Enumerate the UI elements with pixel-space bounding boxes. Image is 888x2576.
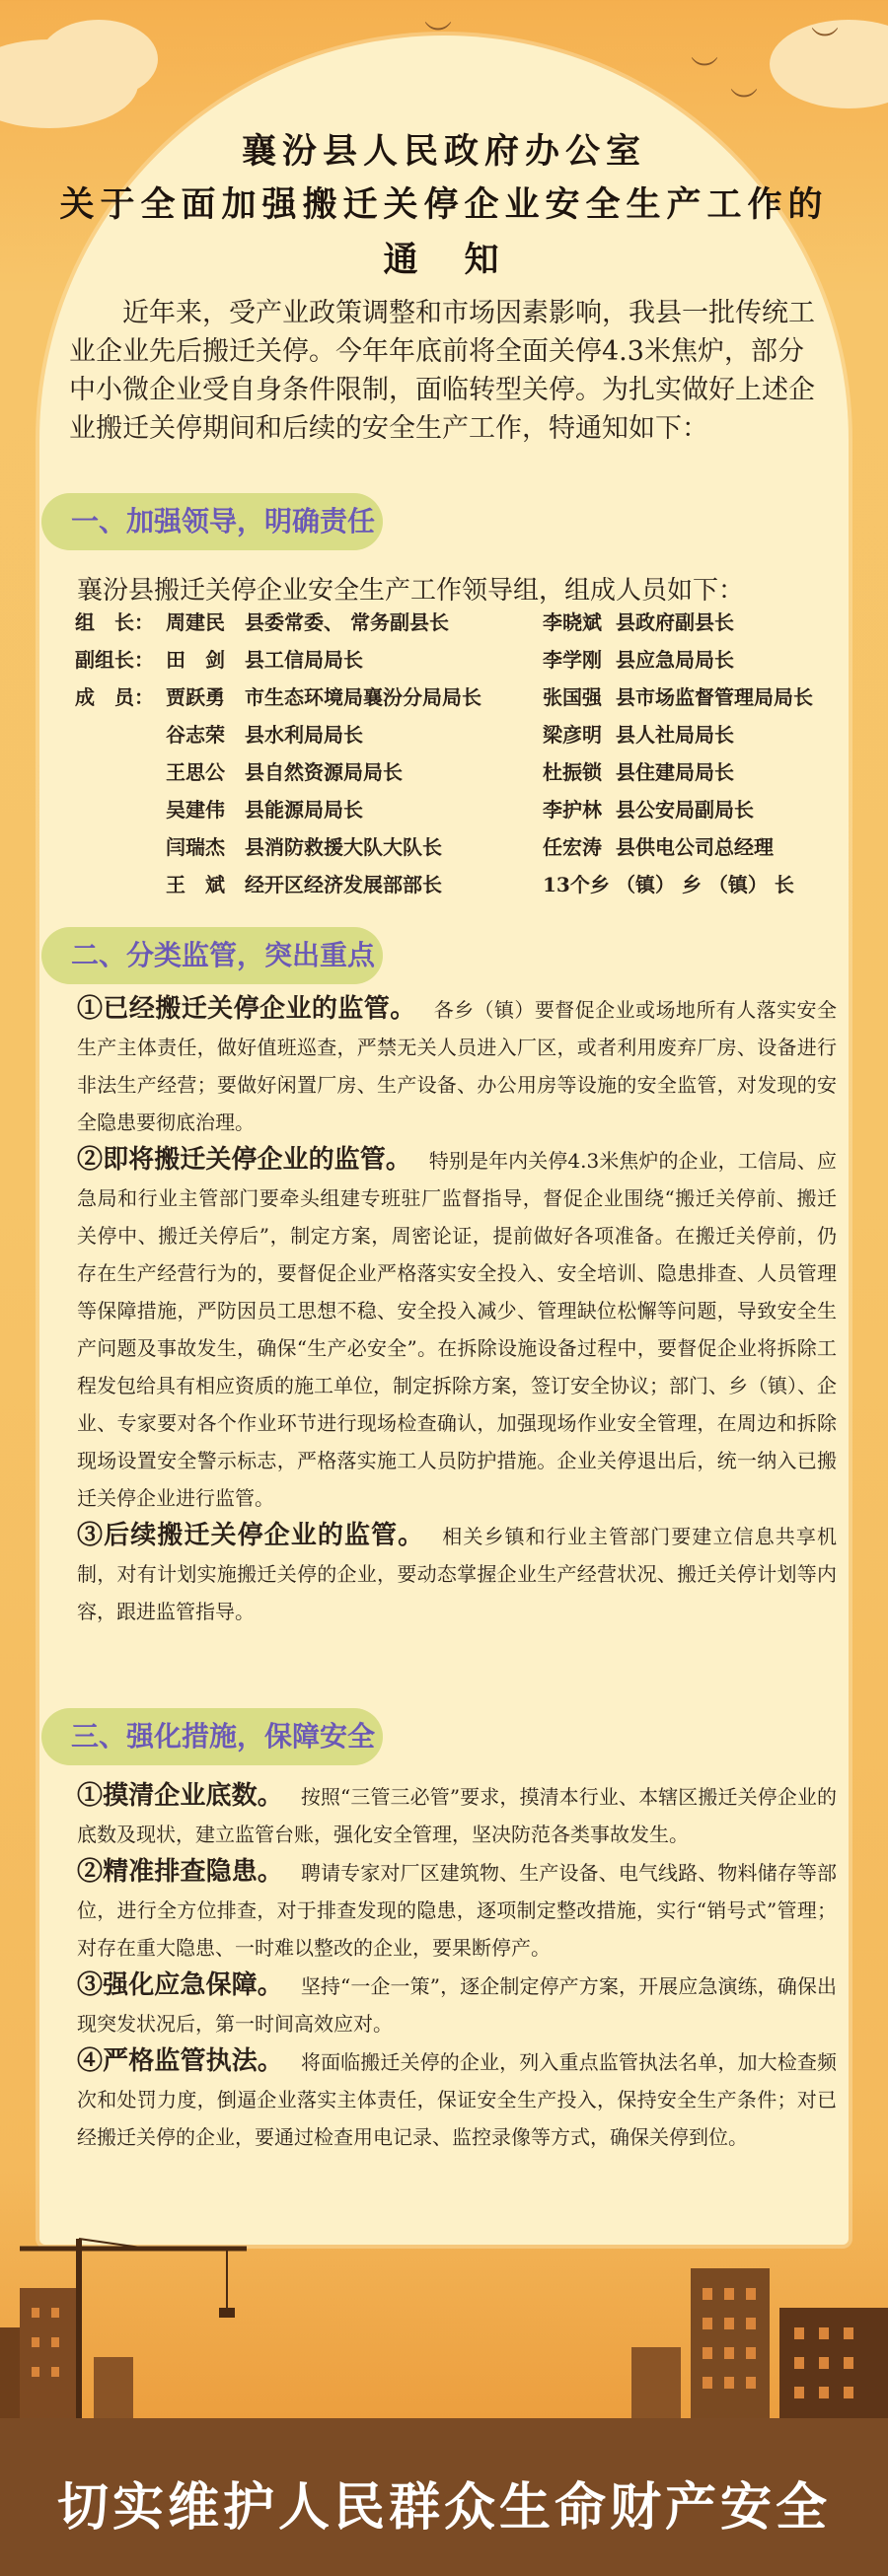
roster-name: 王 斌 xyxy=(166,873,225,896)
item-lead: ①摸清企业底数。 xyxy=(77,1781,283,1811)
roster-post: 县消防救援大队大队长 xyxy=(245,835,442,859)
roster-name-2: 梁彦明 xyxy=(543,723,602,747)
section3-item xyxy=(77,1967,837,2042)
roster-post-2: 县住建局局长 xyxy=(616,760,734,784)
roster-post: 县能源局局长 xyxy=(245,798,363,822)
section3-items xyxy=(77,1777,837,2156)
roster-name: 贾跃勇 xyxy=(166,685,225,709)
roster-post-2: 县市场监督管理局局长 xyxy=(616,685,813,709)
section2-item xyxy=(77,1141,837,1517)
item-lead: ②即将搬迁关停企业的监管。 xyxy=(77,1145,411,1175)
item-lead: ①已经搬迁关停企业的监管。 xyxy=(77,994,416,1024)
roster-name: 闫瑞杰 xyxy=(166,835,225,859)
roster-post: 县委常委、 常务副县长 xyxy=(245,610,449,634)
page-title-line2: 关于全面加强搬迁关停企业安全生产工作的 xyxy=(59,184,829,225)
roster-post-2: 县人社局局长 xyxy=(616,723,734,747)
roster-name: 王思公 xyxy=(166,760,225,784)
intro-paragraph xyxy=(69,294,819,448)
bird-icon: ︶ xyxy=(811,25,840,57)
section2-item xyxy=(77,990,837,1141)
roster-post: 县工信局局长 xyxy=(245,648,363,672)
bird-icon: ︶ xyxy=(730,86,759,118)
roster-post: 经开区经济发展部部长 xyxy=(245,873,442,896)
roster-role: 组 长： xyxy=(75,610,154,634)
item-text: 特别是年内关停4.3米焦炉的企业，工信局、应急局和行业主管部门要牵头组建专班驻厂监督指导，督促企业围绕“搬迁关停前、搬迁关停中、搬迁关停后”，制定方案，周密论证，提前做好各项准备。在搬迁关停前，仍存在生产经营行为的，要督促企业严格落实安全投入、安全培训、隐患排查、人员管理等保障措施，严防因员工思想不稳、安全投入减少、管理缺位松懈等问题，导致安全生产问题及事故发生，确保“生产必安全”。在拆除设施设备过程中，要督促企业将拆除工程发包给具有相应资质的施工单位，制定拆除方案，签订安全协议；部门、乡（镇）、企业、专家要对各个作业环节进行现场检查确认，加强现场作业安全管理，在周边和拆除现场设置安全警示标志，严格落实施工人员防护措施。企业关停退出后，统一纳入已搬迁关停企业进行监管。 xyxy=(77,1149,837,1510)
roster-post: 县自然资源局局长 xyxy=(245,760,403,784)
section3-item xyxy=(77,1777,837,1853)
item-text: 聘请专家对厂区建筑物、生产设备、电气线路、物料储存等部位，进行全方位排查，对于排查发现的隐患，逐项制定整改措施，实行“销号式”管理；对存在重大隐患、一时难以整改的企业，要果断停产。 xyxy=(77,1861,837,1960)
leadership-group-intro: 襄汾县搬迁关停企业安全生产工作领导组，组成人员如下： xyxy=(77,576,745,606)
roster-name-2: 任宏涛 xyxy=(543,835,602,859)
item-text: 将面临搬迁关停的企业，列入重点监管执法名单，加大检查频次和处罚力度，倒逼企业落实主体责任，保证安全生产投入，保持安全生产条件；对已经搬迁关停的企业，要通过检查用电记录、监控录像等方式，确保关停到位。 xyxy=(77,2050,837,2149)
roster-role: 成 员： xyxy=(75,685,154,709)
section-heading-3: 三、强化措施，保障安全 xyxy=(41,1708,383,1765)
construction-skyline-illustration xyxy=(0,2209,888,2426)
roster-name: 周建民 xyxy=(166,610,225,634)
roster-name-2: 杜振锁 xyxy=(543,760,602,784)
section-heading-2: 二、分类监管，突出重点 xyxy=(41,927,383,984)
item-text: 坚持“一企一策”，逐企制定停产方案，开展应急演练，确保出现突发状况后，第一时间高效应对。 xyxy=(77,1974,837,2036)
roster-name-2: 13个乡 xyxy=(543,873,610,896)
roster-post-2: 县政府副县长 xyxy=(616,610,734,634)
roster-name-2: 张国强 xyxy=(543,685,602,709)
roster-post-2: 县公安局副局长 xyxy=(616,798,754,822)
intro-text: 近年来，受产业政策调整和市场因素影响，我县一批传统工业企业先后搬迁关停。今年年底前将全面关停4.3米焦炉，部分中小微企业受自身条件限制，面临转型关停。为扎实做好上述企业搬迁关停期间和后续的安全生产工作，特通知如下： xyxy=(69,298,815,444)
roster-post-2: （镇） 乡 （镇） 长 xyxy=(616,873,794,896)
item-lead: ②精准排查隐患。 xyxy=(77,1857,283,1887)
roster-name: 田 剑 xyxy=(166,648,225,672)
page-title-line1: 襄汾县人民政府办公室 xyxy=(241,131,646,172)
item-lead: ③强化应急保障。 xyxy=(77,1970,283,2000)
roster-name: 谷志荣 xyxy=(166,723,225,747)
footer-slogan: 切实维护人民群众生命财产安全 xyxy=(56,2478,831,2538)
roster-post-2: 县应急局局长 xyxy=(616,648,734,672)
item-text: 各乡（镇）要督促企业或场地所有人落实安全生产主体责任，做好值班巡查，严禁无关人员进入厂区，或者利用废弃厂房、设备进行非法生产经营；要做好闲置厂房、生产设备、办公用房等设施的安全监管，对发现的安全隐患要彻底治理。 xyxy=(77,998,837,1134)
bird-icon: ︶ xyxy=(691,54,719,87)
item-lead: ④严格监管执法。 xyxy=(77,2046,283,2076)
cloud-decoration xyxy=(39,20,158,99)
section2-items xyxy=(77,990,837,1630)
item-text: 按照“三管三必管”要求，摸清本行业、本辖区搬迁关停企业的底数及现状，建立监管台账，强化安全管理，坚决防范各类事故发生。 xyxy=(77,1785,837,1846)
footer-banner xyxy=(0,2418,888,2576)
roster-role: 副组长： xyxy=(75,648,154,672)
page-title-line3: 通 知 xyxy=(383,240,505,280)
section2-item xyxy=(77,1517,837,1630)
section3-item xyxy=(77,2042,837,2156)
roster-name-2: 李学刚 xyxy=(543,648,602,672)
roster-post-2: 县供电公司总经理 xyxy=(616,835,774,859)
section3-item xyxy=(77,1853,837,1967)
item-text: 相关乡镇和行业主管部门要建立信息共享机制，对有计划实施搬迁关停的企业，要动态掌握企业生产经营状况、搬迁关停计划等内容，跟进监管指导。 xyxy=(77,1525,837,1623)
roster-name-2: 李护林 xyxy=(543,798,602,822)
roster-name-2: 李晓斌 xyxy=(543,610,602,634)
roster-post: 县水利局局长 xyxy=(245,723,363,747)
roster-post: 市生态环境局襄汾分局局长 xyxy=(245,685,481,709)
section-heading-1: 一、加强领导，明确责任 xyxy=(41,493,383,550)
roster-name: 吴建伟 xyxy=(166,798,225,822)
item-lead: ③后续搬迁关停企业的监管。 xyxy=(77,1521,425,1550)
